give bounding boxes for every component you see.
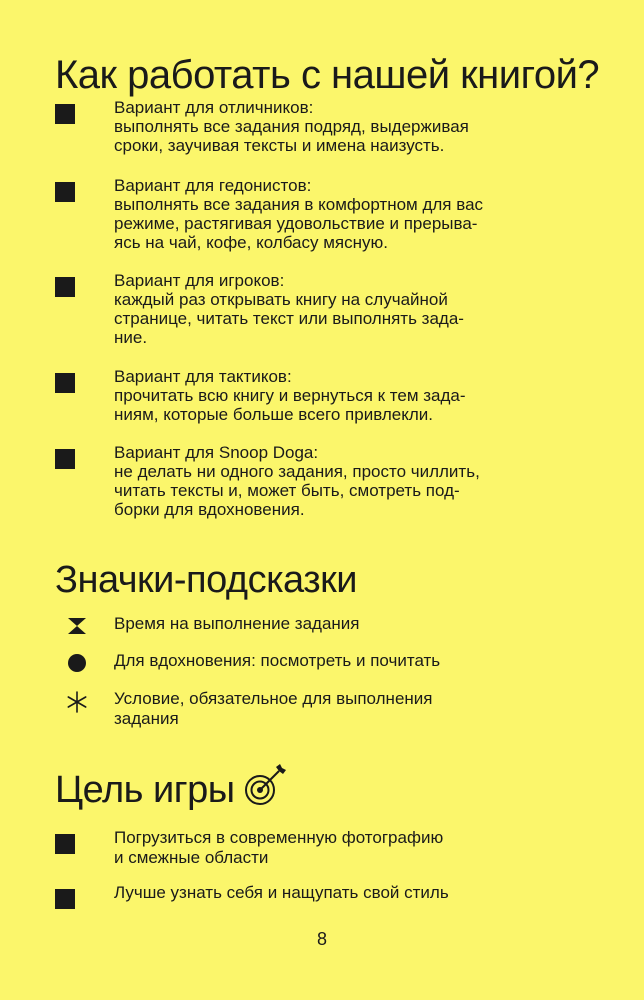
variant-line: прочитать всю книгу и вернуться к тем зада- [114, 386, 466, 405]
variant-line: режиме, растягивая удовольствие и прерыва- [114, 214, 478, 233]
variant-line: выполнять все задания подряд, выдерживая [114, 117, 469, 136]
variant-item [55, 443, 615, 523]
goal-text: Погрузиться в современную фотографию [114, 828, 444, 847]
hint-text: Условие, обязательное для выполнения [114, 689, 433, 708]
square-bullet-icon [55, 449, 75, 469]
variant-line: каждый раз открывать книгу на случайной [114, 290, 448, 309]
hint-item [66, 614, 606, 640]
variant-item [55, 367, 615, 427]
square-bullet-icon [55, 277, 75, 297]
variant-line: читать тексты и, может быть, смотреть под- [114, 481, 460, 500]
variant-item [55, 176, 615, 256]
variant-heading: Вариант для игроков: [114, 271, 285, 290]
hint-text: Время на выполнение задания [114, 614, 360, 633]
square-bullet-icon [55, 182, 75, 202]
goal-item [55, 883, 615, 909]
square-bullet-icon [55, 889, 75, 909]
goal-text: и смежные области [114, 848, 269, 867]
section-title-goal: Цель игры [55, 769, 235, 811]
target-icon [243, 763, 287, 807]
variant-line: странице, читать текст или выполнять зада- [114, 309, 464, 328]
variant-heading: Вариант для гедонистов: [114, 176, 312, 195]
page-number: 8 [316, 929, 327, 949]
variant-item [55, 98, 615, 158]
variant-line: выполнять все задания в комфортном для вас [114, 195, 484, 214]
circle-icon [66, 652, 88, 674]
variant-line: ясь на чай, кофе, колбасу мясную. [114, 233, 388, 252]
hint-item [66, 689, 606, 733]
square-bullet-icon [55, 834, 75, 854]
hourglass-icon [66, 615, 88, 637]
square-bullet-icon [55, 104, 75, 124]
section-title-hints: Значки-подсказки [55, 559, 358, 601]
goal-item [55, 828, 615, 872]
variant-heading: Вариант для Snoop Doga: [114, 443, 319, 462]
variant-line: ние. [114, 328, 148, 347]
variant-line: борки для вдохновения. [114, 500, 305, 519]
goal-text: Лучше узнать себя и нащупать свой стиль [114, 883, 449, 902]
variant-line: не делать ни одного задания, просто чиллить, [114, 462, 480, 481]
variant-heading: Вариант для отличников: [114, 98, 314, 117]
hint-text: задания [114, 709, 179, 728]
hint-item [66, 651, 606, 677]
variant-line: ниям, которые больше всего привлекли. [114, 405, 433, 424]
variant-item [55, 271, 615, 351]
square-bullet-icon [55, 373, 75, 393]
section-title-how-to-use: Как работать с нашей книгой? [55, 53, 600, 97]
asterisk-icon [66, 691, 88, 713]
variant-line: сроки, заучивая тексты и имена наизусть. [114, 136, 445, 155]
hint-text: Для вдохновения: посмотреть и почитать [114, 651, 441, 670]
variant-heading: Вариант для тактиков: [114, 367, 292, 386]
